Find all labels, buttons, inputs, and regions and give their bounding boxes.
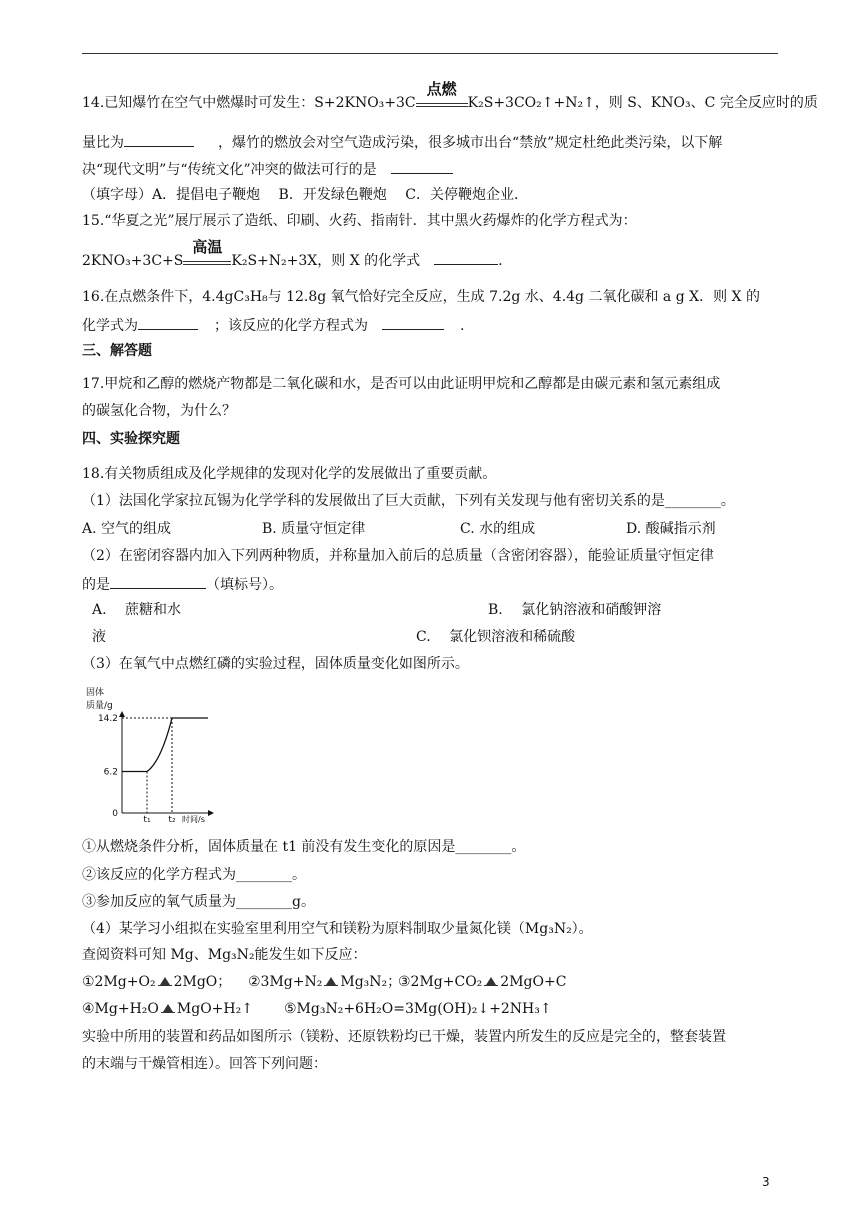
q14-line4: （填字母）A．提倡电子鞭炮 B．开发绿色鞭炮 C．关停鞭炮企业． — [82, 187, 529, 203]
q18-part2-option-c: C. 氯化钡溶液和稀硫酸 — [416, 629, 576, 645]
header-rule — [82, 53, 778, 54]
q18-part3-ii: ②该反应的化学方程式为________。 — [82, 867, 306, 883]
condition-ignite: 点燃 — [416, 95, 468, 107]
q18-part4: （4）某学习小组拟在实验室里利用空气和镁粉为原料制取少量氮化镁（Mg₃N₂）。 — [82, 921, 593, 937]
answer-blank[interactable] — [124, 132, 194, 147]
q16-line1: 16.在点燃条件下，4.4gC₃H₈与 12.8g 氧气恰好完全反应，生成 7.2g 水、4.4g 二氧化碳和 a g X．则 X 的 — [82, 289, 760, 305]
x-tick-label: t₁ — [143, 815, 151, 823]
q18-part1-option-d: D. 酸碱指示剂 — [626, 521, 716, 537]
answer-blank[interactable] — [382, 315, 444, 330]
answer-blank[interactable] — [110, 574, 206, 589]
reaction-3: ③2Mg+CO₂ 2MgO+C — [398, 974, 567, 990]
reaction-1: ①2Mg+O₂ 2MgO； — [82, 974, 232, 990]
section-heading-4: 四、实验探究题 — [82, 431, 180, 447]
chart-ylabel-1: 固体 — [86, 688, 105, 698]
q18-part1-option-b: B. 质量守恒定律 — [262, 521, 366, 537]
reaction-5: ⑤Mg₃N₂+6H₂O=3Mg(OH)₂↓+2NH₃↑ — [284, 1001, 552, 1017]
q18-intro: 18.有关物质组成及化学规律的发现对化学的发展做出了重要贡献。 — [82, 466, 497, 482]
reaction-2: ②3Mg+N₂ Mg₃N₂； — [248, 974, 402, 990]
q18-part2-option-b: B. 氯化钠溶液和硝酸钾溶 — [488, 602, 662, 618]
q18-part4-line2: 的末端与干燥管相连）。回答下列问题： — [82, 1056, 327, 1072]
q14-line2: 量比为 ，爆竹的燃放会对空气造成污染，很多城市出台“禁放”规定杜绝此类污染，以下解 — [82, 132, 722, 152]
page-number: 3 — [762, 1175, 770, 1189]
chart-ylabel-2: 质量/g — [86, 701, 113, 711]
q18-part2-option-b-cont: 液 — [92, 629, 106, 645]
q14-line1: 14.已知爆竹在空气中燃爆时可发生：S+2KNO₃+3C 点燃 K₂S+3CO₂↑+N₂↑，则 S、KNO₃、C 完全反应时的质 — [82, 80, 818, 111]
reaction-4: ④Mg+H₂O MgO+H₂↑ — [82, 1001, 253, 1017]
q16-line2: 化学式为 ；该反应的化学方程式为 . — [82, 315, 464, 335]
q18-part3-i: ①从燃烧条件分析，固体质量在 t1 前没有发生变化的原因是________。 — [82, 839, 526, 855]
q17-line2: 的碳氢化合物，为什么？ — [82, 403, 236, 419]
section-heading-3: 三、解答题 — [82, 343, 152, 359]
q15-line2: 2KNO₃+3C+S 高温 K₂S+N₂+3X，则 X 的化学式 . — [82, 238, 503, 269]
q18-part2-line1: （2）在密闭容器内加入下列两种物质，并称量加入前后的总质量（含密闭容器），能验证质量守恒定律 — [82, 548, 714, 564]
y-tick-label: 6.2 — [103, 767, 118, 778]
series-line-solid-mass — [122, 718, 208, 772]
q18-part3-iii: ③参加反应的氧气质量为________g。 — [82, 894, 315, 910]
q14-line3: 决“现代文明”与“传统文化”冲突的做法可行的是 — [82, 159, 453, 179]
answer-blank[interactable] — [391, 159, 453, 174]
x-tick-label: t₂ — [168, 815, 176, 823]
q18-part1-option-a: A. 空气的组成 — [82, 521, 172, 537]
q17-line1: 17.甲烷和乙醇的燃烧产物都是二氧化碳和水，是否可以由此证明甲烷和乙醇都是由碳元素和氢元素组成 — [82, 376, 721, 392]
y-tick-label: 0 — [112, 809, 118, 819]
q18-part2-line2: 的是 （填标号）。 — [82, 574, 283, 594]
q18-part3: （3）在氧气中点燃红磷的实验过程，固体质量变化如图所示。 — [82, 656, 469, 672]
answer-blank[interactable] — [138, 315, 198, 330]
q15-line1: 15.“华夏之光”展厅展示了造纸、印刷、火药、指南针．其中黑火药爆炸的化学方程式为： — [82, 213, 637, 229]
q18-part4-line1: 实验中所用的装置和药品如图所示（镁粉、还原铁粉均已干燥，装置内所发生的反应是完全的，整套装置 — [82, 1029, 726, 1045]
condition-high-temp: 高温 — [183, 253, 231, 265]
q18-part2-option-a: A. 蔗糖和水 — [92, 602, 182, 618]
answer-blank[interactable] — [434, 250, 498, 265]
solid-mass-chart — [82, 683, 222, 823]
q18-part1: （1）法国化学家拉瓦锡为化学学科的发展做出了巨大贡献，下列有关发现与他有密切关系的是________。 — [82, 493, 735, 509]
x-axis-label: 时间/s — [182, 815, 205, 823]
q18-part1-option-c: C. 水的组成 — [460, 521, 536, 537]
q18-part4-ref: 查阅资料可知 Mg、Mg₃N₂能发生如下反应： — [82, 947, 367, 963]
y-tick-label: 14.2 — [97, 714, 118, 724]
